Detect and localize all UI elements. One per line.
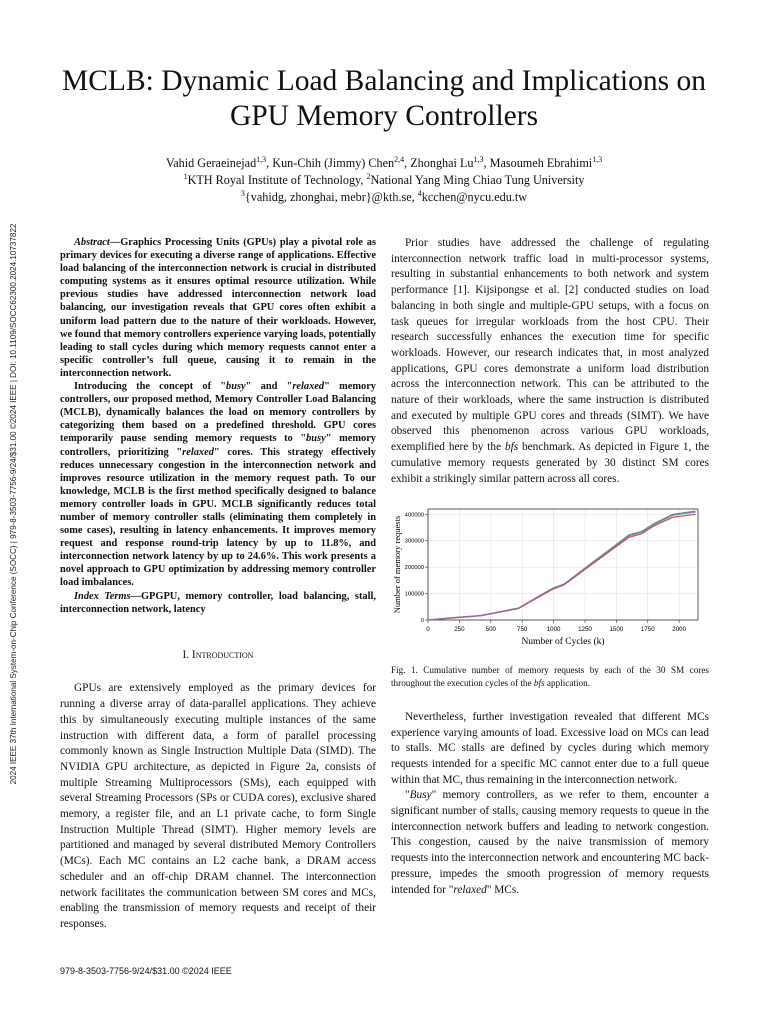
email-mark: 3 — [240, 188, 245, 198]
x-tick-label: 500 — [485, 626, 496, 634]
x-tick-label: 2000 — [672, 626, 687, 634]
chart-series — [428, 511, 696, 620]
y-axis-label: Number of memory requests — [392, 516, 402, 614]
body-text: benchmark. As depicted in Figure 1, the cumulative memory requests generated by 30 distinct SM cores exhibit a strikingly similar pattern across all cores. — [391, 441, 709, 485]
author-name: Masoumeh Ebrahimi — [489, 156, 593, 170]
index-terms — [60, 590, 376, 616]
y-tick-label: 200000 — [404, 565, 424, 572]
y-tick-label: 400000 — [404, 512, 424, 519]
body-paragraph: Nevertheless, further investigation revealed that different MCs experience varying amounts of load. Excessive load on MCs can lead to stalls. MC stalls are defined by cycles during which memory requests intended for a specific MC cannot enter due to a full queue within that MC, thus remaining in the interconnection network. — [391, 710, 709, 786]
email-kth: {vahidg, zhonghai, mebr}@kth.se, — [244, 190, 418, 204]
term-bfs: bfs — [504, 441, 519, 454]
term-busy: Busy — [409, 789, 432, 802]
figure-1 — [391, 504, 709, 654]
abstract-text: Introducing the concept of " — [74, 381, 227, 393]
term-relaxed: relaxed — [182, 446, 214, 458]
right-column — [391, 236, 709, 898]
term-busy: busy — [306, 433, 326, 445]
index-terms-label: Index Terms — [74, 590, 131, 602]
chart-grid — [428, 509, 698, 620]
term-busy: busy — [226, 381, 246, 393]
affiliation-mark: 1 — [183, 171, 188, 181]
body-paragraph — [391, 788, 709, 898]
body-paragraph — [391, 236, 709, 487]
paper-title: MCLB: Dynamic Load Balancing and Implications on GPU Memory Controllers — [62, 65, 706, 132]
x-tick-label: 250 — [454, 626, 465, 634]
abstract-text: " memory controllers, our proposed method, Memory Controller Load Balancing (MCLB), dynamically balances the load on memory controllers by categorizing them based on a predefined threshold. GPU cores temporarily pause sending memory requests to " — [60, 381, 376, 445]
x-tick-label: 750 — [517, 626, 528, 634]
author-affiliation-mark: 1,3 — [256, 154, 267, 164]
abstract-text: " and " — [245, 381, 293, 393]
affiliations — [40, 172, 728, 189]
author-block — [40, 155, 728, 206]
left-column — [60, 236, 376, 933]
body-text: " memory controllers, as we refer to them, encounter a significant number of stalls, causing memory requests to queue in the interconnection network buffers and leading to network congestion. This congestion, caused by the naive transmission of memory requests into the interconnection network and encountering MC back-pressure, impedes the smooth progression of memory requests intended for " — [391, 789, 709, 896]
series-line — [428, 512, 696, 620]
figure-caption — [391, 664, 709, 689]
x-tick-label: 0 — [426, 626, 430, 634]
x-tick-label: 1500 — [609, 626, 624, 634]
affiliation-mark: 2 — [366, 171, 371, 181]
x-tick-label: 1750 — [640, 626, 655, 634]
body-text: Prior studies have addressed the challenge of regulating interconnection network traffic load in multi-processor systems, resulting in substantial enhancements to both network and system performance [1]. Kijsipongse et al. [2] conducted studies on load balancing in both single and multiple-GPU setups, with a focus on task queues for irregular workloads from the host CPU. Their research successfully enhances the execution time for specific workloads. However, our research indicates that, in most analyzed applications, GPU cores demonstrate a uniform load distribution across the interconnection network. This can be attributed to the nature of their workloads, where the same instruction is distributed and executed by multiple GPU cores and threads (SIMT). We have observed this phenomenon across various GPU workloads, exemplified here by the — [391, 237, 709, 454]
affiliation-nycu: National Yang Ming Chiao Tung University — [370, 173, 585, 187]
author-affiliation-mark: 1,3 — [473, 154, 484, 164]
section-heading-introduction: I. Introduction — [182, 648, 254, 661]
email-nycu: kcchen@nycu.edu.tw — [421, 190, 528, 204]
abstract-paragraph-2 — [60, 380, 376, 590]
author-separator: , — [266, 156, 273, 170]
caption-text: Fig. 1. Cumulative number of memory requests by each of the 30 SM cores throughout the execution cycles of the — [391, 665, 709, 688]
author-list — [40, 155, 728, 172]
y-tick-label: 0 — [420, 618, 424, 625]
body-text: " — [405, 789, 410, 802]
plot-frame — [428, 509, 698, 620]
x-tick-label: 1000 — [546, 626, 561, 634]
author-name: Kun-Chih (Jimmy) Chen — [272, 156, 395, 170]
y-tick-label: 300000 — [404, 538, 424, 545]
series-line — [428, 512, 696, 620]
x-axis-label: Number of Cycles (k) — [521, 637, 605, 648]
caption-text: application. — [544, 677, 591, 688]
author-name: Vahid Geraeinejad — [165, 156, 257, 170]
page-footer: 979-8-3503-7756-9/24/$31.00 ©2024 IEEE — [60, 966, 232, 976]
term-relaxed: relaxed — [453, 883, 487, 896]
emails — [40, 189, 728, 206]
author-affiliation-mark: 2,4 — [394, 154, 405, 164]
caption-term-bfs: bfs — [533, 677, 545, 688]
cumulative-requests-chart — [391, 504, 709, 654]
author-name: Zhonghai Lu — [410, 156, 474, 170]
email-mark: 4 — [417, 188, 422, 198]
author-affiliation-mark: 1,3 — [592, 154, 603, 164]
index-terms-text: —GPGPU, memory controller, load balancing, stall, interconnection network, latency — [60, 590, 376, 615]
abstract-text: —Graphics Processing Units (GPUs) play a pivotal role as primary devices for executing a diverse range of applications. Effective load balancing of the interconnection network is crucial in distributed computing systems as it ensures optimal resource utilization. While previous studies have addressed interconnection network load balancing, our investigation reveals that GPU cores often exhibit a uniform load pattern due to the nature of their workloads. However, we found that memory controllers experience varying loads, potentially leading to stall cycles during which memory requests cannot enter a specific controller’s full queue, causing it to remain in the interconnection network. — [60, 237, 376, 379]
term-relaxed: relaxed — [292, 381, 325, 393]
body-text: " MCs. — [486, 883, 520, 896]
author-separator: , — [483, 156, 490, 170]
abstract-text: " cores. This strategy effectively reduces unnecessary congestion in the interconnection network and improves resource utilization in the memory request path. To our knowledge, MCLB is the first method specifically designed to balance memory controller loads in GPU. MCLB significantly reduces total number of memory controller stalls (eliminating them completely in some cases), resulting in latency enhancements. It improves memory request and response round-trip latency by up to 11.8%, and interconnection network latency by up to 24.6%. This work presents a novel approach to GPU optimization by addressing memory controller load imbalances. — [60, 446, 376, 589]
intro-paragraph: GPUs are extensively employed as the primary devices for running a diverse array of data-parallel applications. They achieve this by simultaneously executing multiple instances of the same instruction with different data, a form of parallel processing commonly known as Single Instruction Multiple Data (SIMD). The NVIDIA GPU architecture, as depicted in Figure 2a, consists of multiple Streaming Multiprocessors (SMs), each equipped with several Streaming Processors (SPs or CUDA cores), exclusive shared memory, a register file, and an L1 private cache, to form Single Instruction Multiple Thread (SIMT). Higher memory levels are partitioned and managed by several distributed Memory Controllers (MCs). Each MC contains an L2 cache bank, a DRAM access scheduler and an off-chip DRAM channel. The interconnection network facilitates the communication between SM cores and MCs, enabling the transmission of memory requests and receipt of their responses. — [60, 682, 376, 930]
x-tick-label: 1250 — [578, 626, 592, 634]
y-tick-label: 100000 — [404, 591, 424, 598]
author-separator: , — [404, 156, 411, 170]
abstract-paragraph — [60, 236, 376, 380]
conference-side-note: 2024 IEEE 37th International System-on-Chip Conference (SOCC) | 979-8-3503-7756-9/24/$31.00 ©2024 IEEE | DOI: 10.1109/SOCC62300.2024.10737822 — [9, 223, 18, 785]
affiliation-kth: KTH Royal Institute of Technology, — [187, 173, 367, 187]
abstract-text: " memory controllers, prioritizing " — [60, 433, 376, 458]
series-line — [428, 511, 696, 620]
abstract-label: Abstract — [74, 237, 110, 248]
